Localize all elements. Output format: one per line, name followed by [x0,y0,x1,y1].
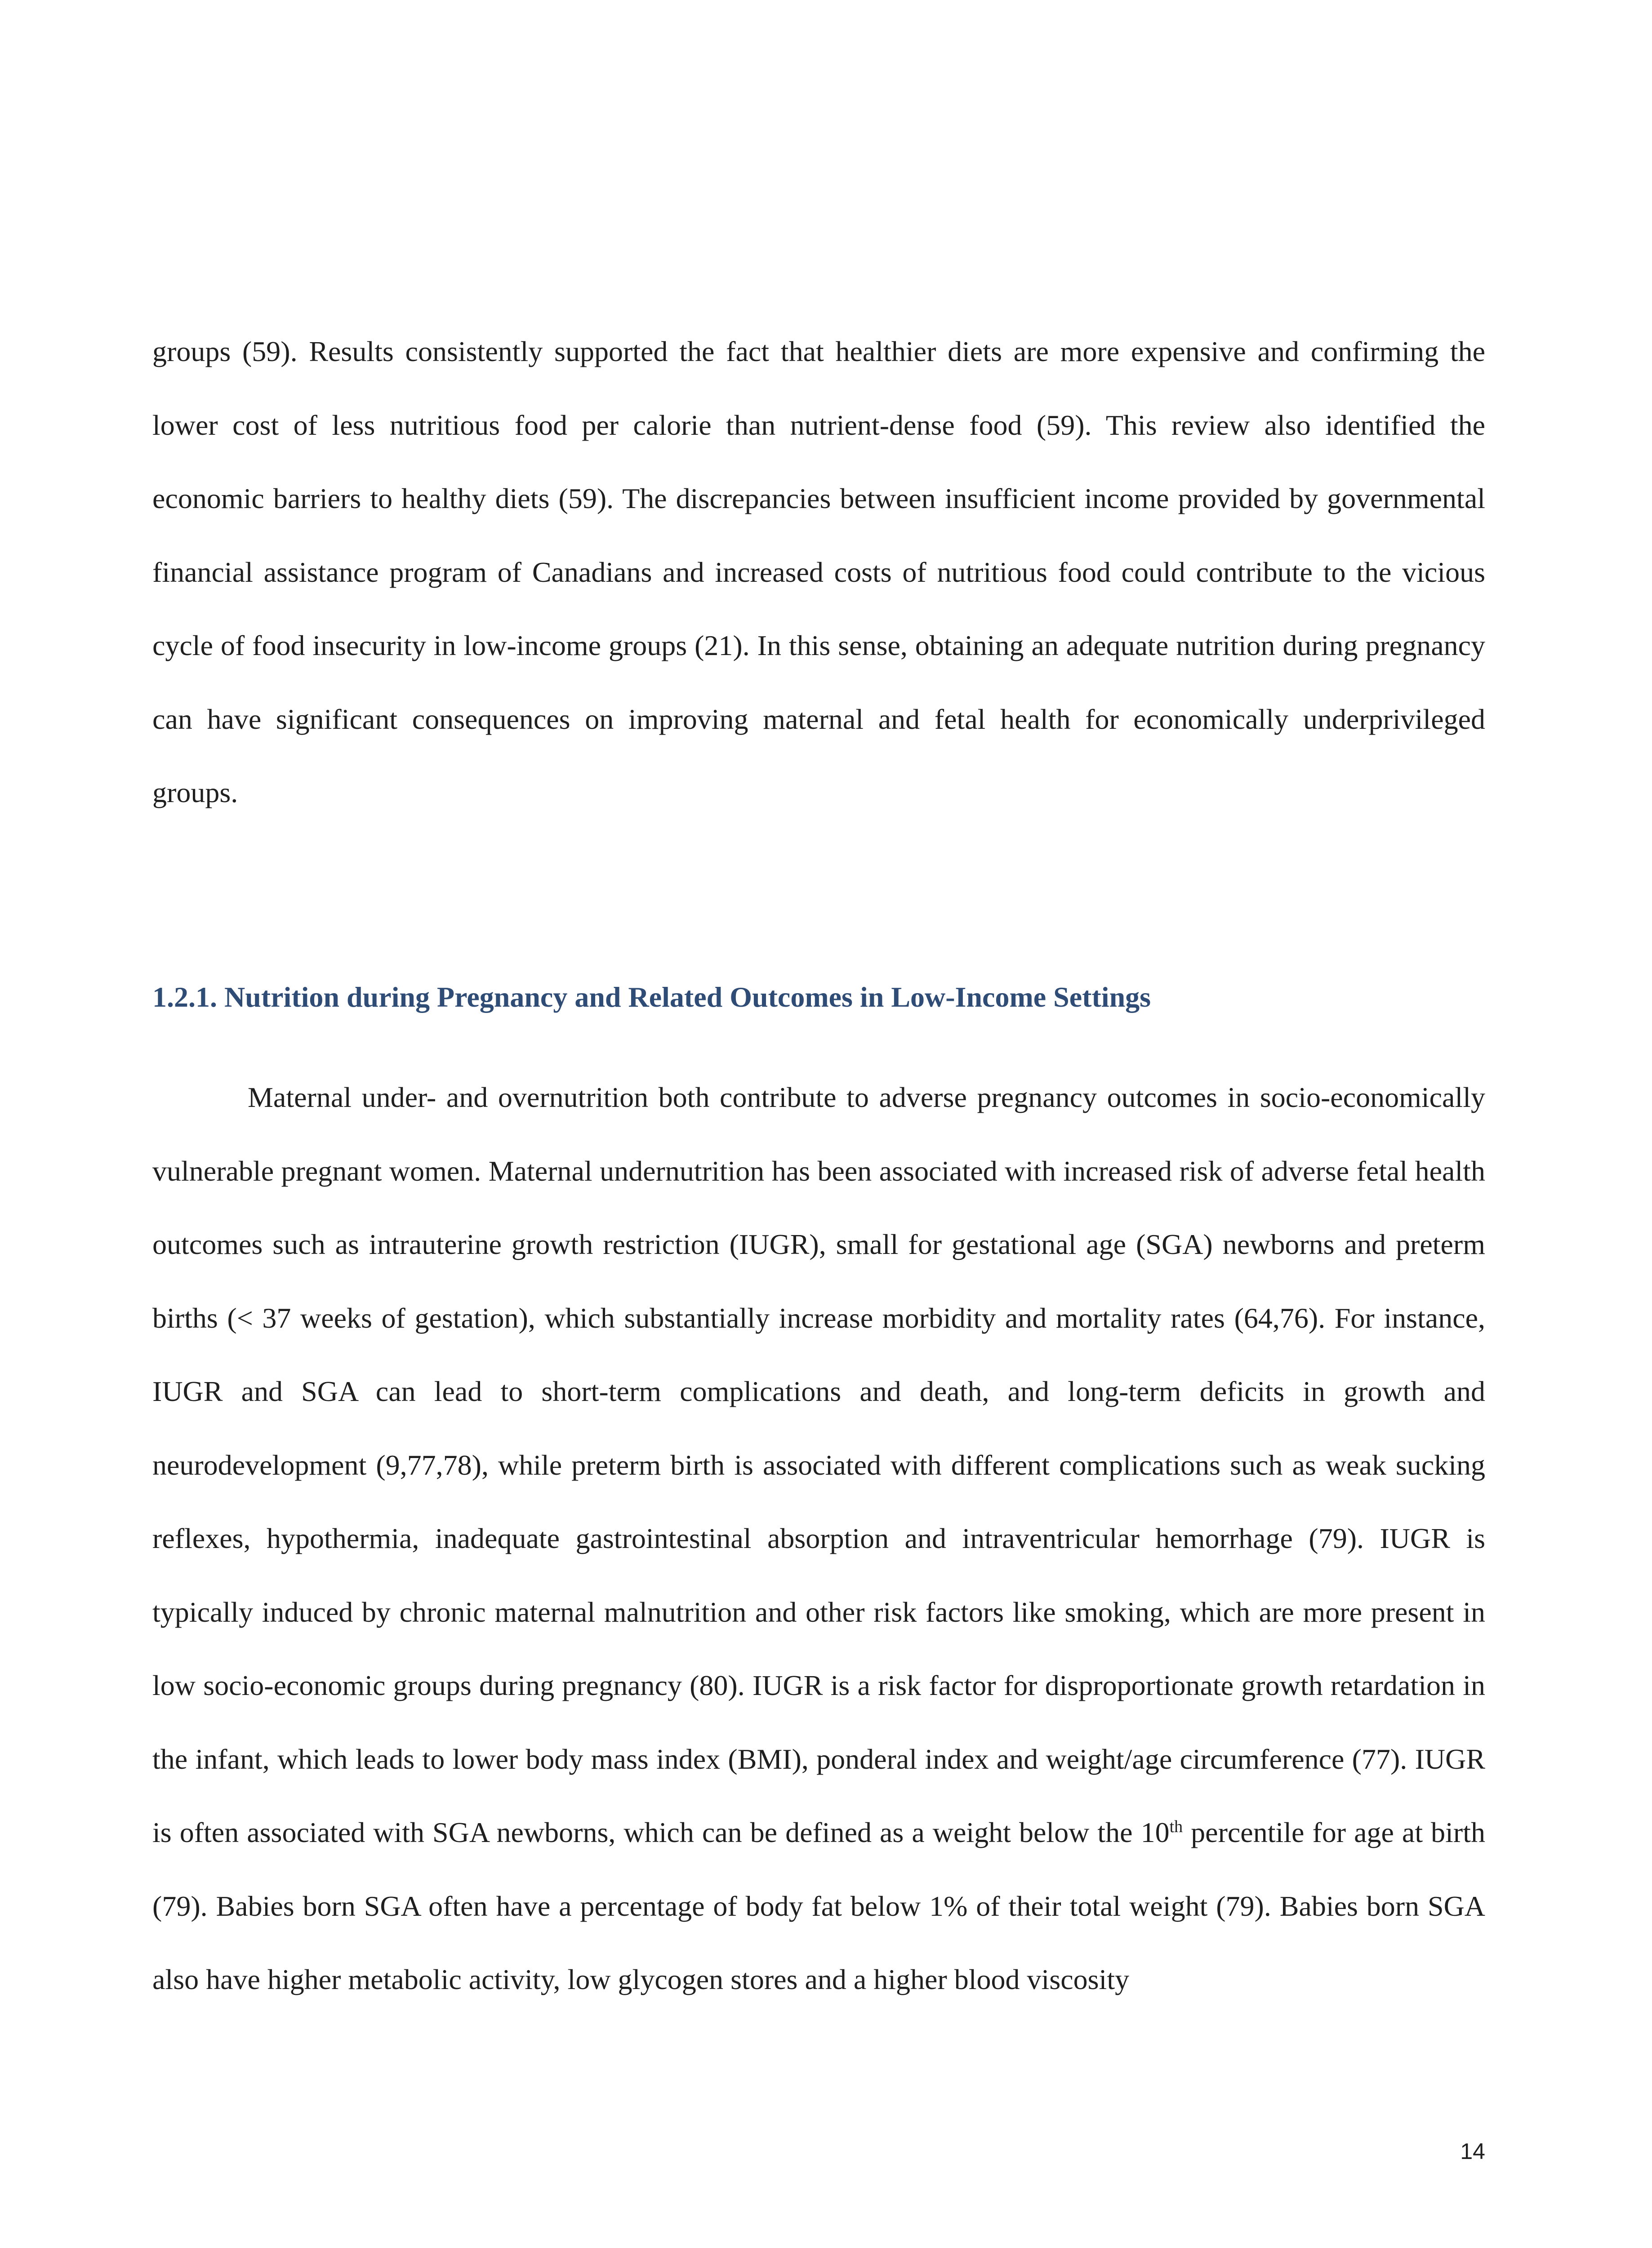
section-heading: 1.2.1. Nutrition during Pregnancy and Related Outcomes in Low-Income Settings [152,981,1151,1013]
ordinal-superscript: th [1169,1817,1183,1836]
paragraph-body [152,1061,1485,2016]
page-number: 14 [1460,2139,1485,2164]
paragraph-body-part2: percentile for age at birth (79). Babies born SGA often have a percentage of body fat below 1% of their total weight (79). Babies born SGA also have higher metabolic activity, low glycogen stores and a higher blood viscosity [152,1816,1485,1995]
paragraph-body-part1: Maternal under- and overnutrition both contribute to adverse pregnancy outcomes in socio-economically vulnerable pregnant women. Maternal undernutrition has been associated with increased risk of adverse fetal health outcomes such as intrauterine growth restriction (IUGR), small for gestational age (SGA) newborns and preterm births (< 37 weeks of gestation), which substantially increase morbidity and mortality rates (64,76). For instance, IUGR and SGA can lead to short-term complications and death, and long-term deficits in growth and neurodevelopment (9,77,78), while preterm birth is associated with different complications such as weak sucking reflexes, hypothermia, inadequate gastrointestinal absorption and intraventricular hemorrhage (79). IUGR is typically induced by chronic maternal malnutrition and other risk factors like smoking, which are more present in low socio-economic groups during pregnancy (80). IUGR is a risk factor for disproportionate growth retardation in the infant, which leads to lower body mass index (BMI), ponderal index and weight/age circumference (77). IUGR is often associated with SGA newborns, which can be defined as a weight below the 10 [152,1081,1485,1848]
paragraph-continuation: groups (59). Results consistently supported the fact that healthier diets are more expensive and confirming the lower cost of less nutritious food per calorie than nutrient-dense food (59). This review also identified the economic barriers to healthy diets (59). The discrepancies between insufficient income provided by governmental financial assistance program of Canadians and increased costs of nutritious food could contribute to the vicious cycle of food insecurity in low-income groups (21). In this sense, obtaining an adequate nutrition during pregnancy can have significant consequences on improving maternal and fetal health for economically underprivileged groups. [152,335,1485,808]
